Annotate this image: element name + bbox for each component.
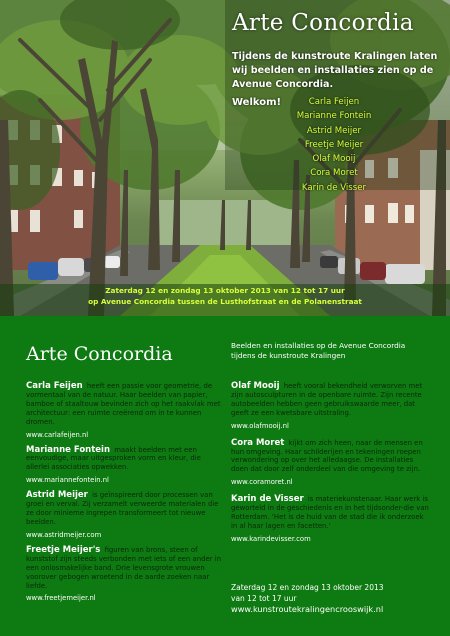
footer-info xyxy=(231,582,441,615)
subtitle-line-2: tijdens de kunstroute Kralingen xyxy=(231,351,346,360)
artist-name-list xyxy=(296,95,372,195)
artist-column-left xyxy=(26,382,222,602)
artist-entry xyxy=(231,495,431,543)
banner-date-line: Zaterdag 12 en zondag 13 oktober 2013 van 12 tot 17 uur xyxy=(105,286,345,295)
artist-website-link[interactable]: www.coramoret.nl xyxy=(231,478,293,487)
artist-entry-name: Marianne Fontein xyxy=(26,444,111,455)
date-banner xyxy=(0,284,450,316)
artist-entry-text: is materiekunstenaar. Haar werk is geworteld in de geschiedenis en in het tijdsonder-die van Rotterdam. ‘Het is de huid van de stad die ik onderzoek in al haar lagen en facetten.’ xyxy=(231,495,429,530)
artist-entry-text: is geïnspireerd door processen van groei en verval. Zij verzamelt verweerde materialen die ze door minieme ingrepen transformeert tot nieuwe beelden. xyxy=(26,491,219,526)
avenue-photo xyxy=(0,0,450,316)
artist-website-link[interactable]: www.carlafeijen.nl xyxy=(26,430,89,439)
subtitle-line-1: Beelden en installaties op de Avenue Concordia xyxy=(231,341,406,350)
tree-lined-avenue-illustration xyxy=(0,0,450,316)
artist-website-link[interactable]: www.freetjemeijer.nl xyxy=(26,594,96,603)
footer-website-link[interactable]: www.kunstroutekralingencrooswijk.nl xyxy=(231,604,384,614)
artist-name: Freetje Meijer xyxy=(304,139,364,150)
artist-entry-name: Cora Moret xyxy=(231,437,285,448)
footer-time: van 12 tot 17 uur xyxy=(231,594,297,603)
artist-name: Olaf Mooij xyxy=(312,154,356,165)
footer-date: Zaterdag 12 en zondag 13 oktober 2013 xyxy=(231,583,384,592)
artist-entry-name: Karin de Visser xyxy=(231,494,304,505)
artist-website-link[interactable]: www.mariannefontein.nl xyxy=(26,476,109,485)
artist-entry xyxy=(26,446,222,485)
artist-entry-text: heeft een passie voor geometrie, de vormentaal van de natuur. Haar beelden van papier, bamboe of staaltouw bevinden zich op het raakvlak met architectuur: een ruimte creërend om in te kunnen dromen. xyxy=(26,382,221,426)
artist-column-right xyxy=(231,382,431,543)
artist-name: Carla Feijen xyxy=(308,97,360,107)
artist-website-link[interactable]: www.olafmooij.nl xyxy=(231,421,289,430)
artist-entry-text: figuren van brons, steen of kunststof zijn steeds verbonden met iets of een ander in een onlosmakelijke band. Drie levensgrote vrouwen voorover gebogen wroetend in de aarde zoeken naar liefde. xyxy=(26,545,221,590)
artist-entry-text: kijkt om zich heen, naar de mensen en hun omgeving. Haar schilderijen en tekeningen roepen verwondering op over het alledaagse. De installaties doen dat door zelf onderdeel van die omgeving te zijn. xyxy=(231,438,423,474)
artist-name: Astrid Meijer xyxy=(306,125,362,136)
artist-entry xyxy=(26,546,222,603)
artist-entry-name: Olaf Mooij xyxy=(231,381,280,391)
artist-name: Marianne Fontein xyxy=(296,111,372,122)
artist-entry xyxy=(231,439,431,487)
info-title: Arte Concordia xyxy=(26,343,173,365)
intro-text: Tijdens de kunstroute Kralingen laten wij beelden en installaties zien op de Avenue Concordia. xyxy=(232,51,438,90)
artist-entry xyxy=(26,382,222,439)
welcome-text: Welkom! xyxy=(232,97,282,108)
artist-website-link[interactable]: www.astridmeijer.com xyxy=(26,530,102,539)
artist-entry-text: maakt beelden met een eenvoudige, maar uitgesproken vorm en kleur, die allerlei associaties opwekken. xyxy=(26,445,201,472)
poster-title: Arte Concordia xyxy=(232,10,414,36)
artist-entry-name: Carla Feijen xyxy=(26,381,83,391)
artist-entry xyxy=(26,491,222,539)
artist-name: Karin de Visser xyxy=(301,182,367,193)
info-subtitle xyxy=(231,341,441,361)
artist-name: Cora Moret xyxy=(310,168,358,179)
artist-entry-name: Astrid Meijer xyxy=(26,490,88,501)
banner-location-line: op Avenue Concordia tussen de Lusthofstraat en de Polanenstraat xyxy=(88,297,362,306)
artist-entry-text: heeft vooral bekendheid verworven met zijn autosculpturen in de openbare ruimte. Zijn recente autobeelden hebben geen gebruikswaarde meer, dat geeft ze een kwetsbare uitstraling. xyxy=(231,382,423,417)
artist-website-link[interactable]: www.karindevisser.com xyxy=(231,534,311,543)
artist-entry-name: Freetje Meijer's xyxy=(26,544,101,555)
artist-entry xyxy=(231,382,431,430)
